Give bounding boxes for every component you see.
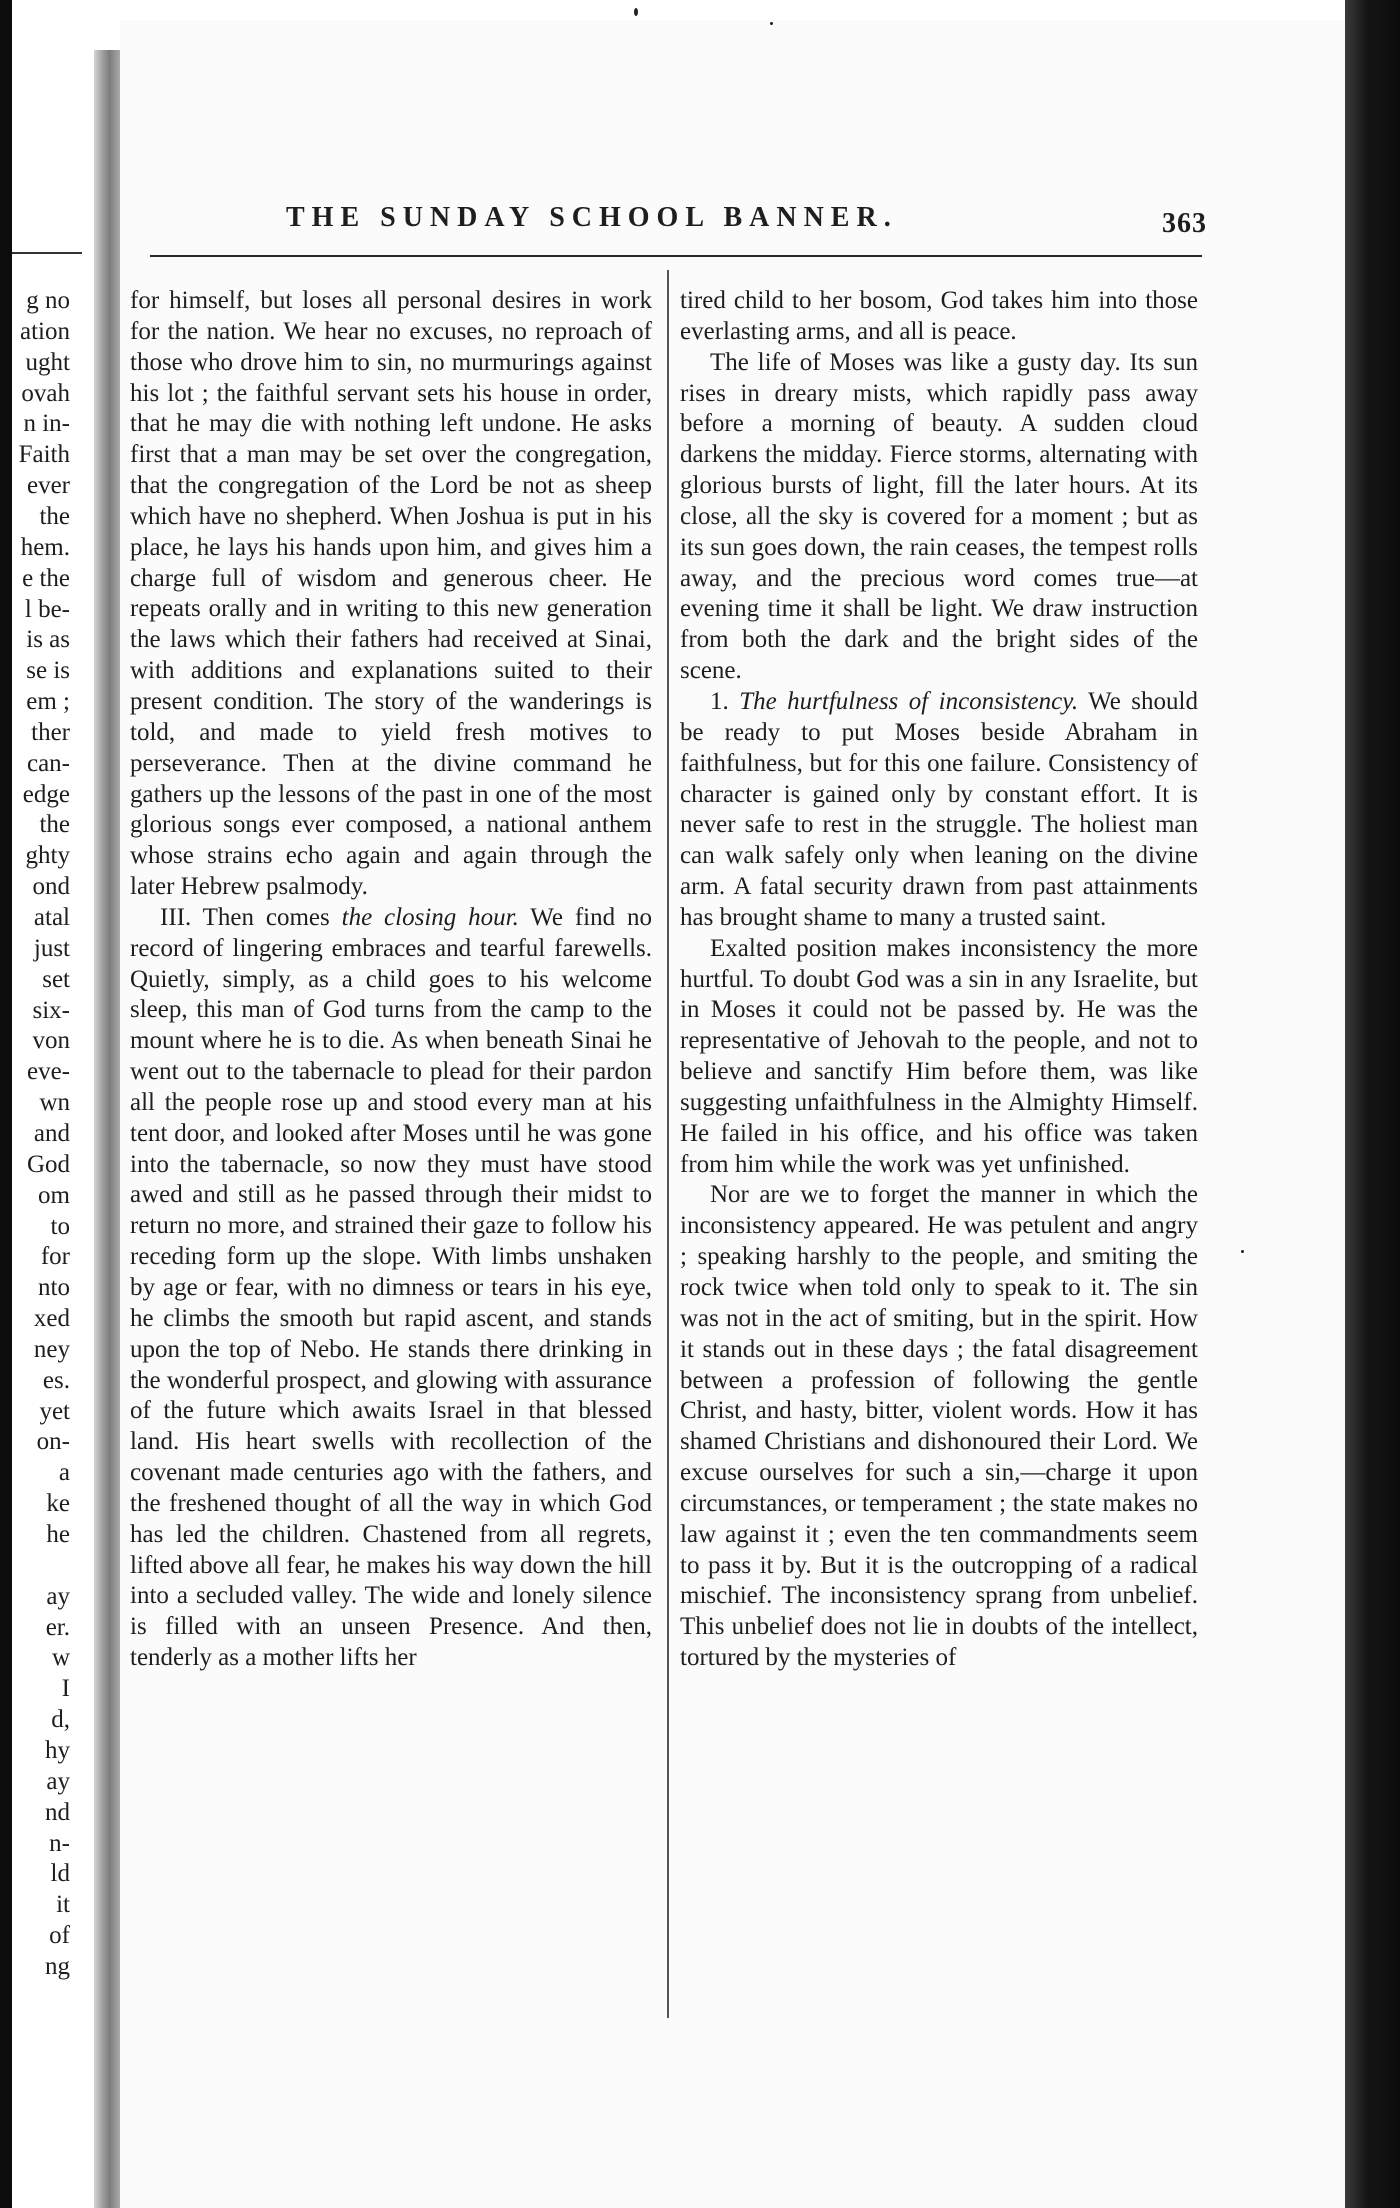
previous-page-text-fragment: d, — [51, 1706, 70, 1734]
previous-page-text-fragment: em ; — [26, 688, 70, 716]
previous-page-text-fragment: ney — [33, 1335, 70, 1363]
paragraph — [680, 687, 1198, 934]
previous-page-text-fragment: six- — [32, 996, 70, 1024]
previous-page-text-fragment: he — [46, 1521, 70, 1548]
previous-page-text-fragment: ghty — [25, 842, 70, 870]
previous-page-text-fragment: g no — [26, 287, 70, 314]
previous-page-text-fragment: is as — [26, 626, 70, 654]
scan-left-edge — [0, 0, 12, 2208]
right-column — [680, 286, 1198, 1674]
section-number-lead: III. Then comes — [160, 903, 342, 931]
previous-page-text-fragment: ay — [46, 1767, 70, 1795]
previous-page-text-fragment: es. — [42, 1366, 70, 1394]
previous-page-text-fragment: wn — [39, 1089, 70, 1117]
section-heading: The hurtfulness of inconsistency. — [739, 687, 1079, 715]
previous-page-text-fragment: yet — [39, 1397, 70, 1425]
previous-page-rule — [12, 252, 82, 254]
paragraph: Exalted position makes inconsistency the more hurtful. To doubt God was a sin in any Israelite, but in Moses it could not be passed by. He was the representative of Jehovah to the people, and not to believe and sanctify Him before them, was like suggesting unfaithfulness in the Almighty Himself. He failed in his office, and his office was taken from him while the work was yet unfinished. — [680, 934, 1198, 1178]
page-number: 363 — [1162, 208, 1207, 239]
previous-page-text-fragment: n in- — [23, 410, 70, 438]
previous-page-text-fragment: it — [56, 1891, 70, 1919]
paragraph: The life of Moses was like a gusty day. Its sun rises in dreary mists, which rapidly pass away before a morning of beauty. A sudden cloud darkens the midday. Fierce storms, alternating with glorious bursts of light, fill the later hours. At its close, all the sky is covered for a moment ; but as its sun goes down, the rain ceases, the tempest rolls away, and the precious word comes true—at evening time it shall be light. We draw instruction from both the dark and the bright sides of the scene. — [680, 348, 1198, 685]
previous-page-sliver — [12, 0, 94, 2208]
previous-page-text-fragment: l be- — [24, 595, 70, 623]
dust-speck — [634, 8, 638, 16]
previous-page-text-fragment: God — [26, 1150, 70, 1178]
previous-page-text-fragment: e the — [22, 564, 70, 592]
previous-page-text-fragment: von — [32, 1027, 70, 1055]
header-rule — [150, 255, 1202, 257]
previous-page-text-fragment: er. — [45, 1613, 70, 1641]
previous-page-text-fragment: edge — [22, 780, 70, 808]
previous-page-text-fragment: just — [33, 934, 70, 962]
previous-page-text-fragment: eve- — [26, 1058, 70, 1086]
paragraph: Nor are we to forget the manner in which the inconsistency appeared. He was petulent and angry ; speaking harshly to the people, and smiting the rock twice when told only to speak to it. The sin was not in the act of smiting, but in the spirit. How it stands out in these days ; the fatal disagreement between a profession of following the gentle Christ, and hasty, bitter, violent words. How it has shamed Christians and dishonoured their Lord. We excuse ourselves for such a sin,—charge it upon circumstances, or temperament ; the state makes no law against it ; even the ten commandments seem to pass it by. But it is the outcropping of a radical mischief. The inconsistency sprang from unbelief. This unbelief does not lie in doubts of the intellect, tortured by the mysteries of — [680, 1181, 1198, 1672]
previous-page-text-fragment: ovah — [21, 379, 70, 407]
dust-speck — [1241, 1250, 1244, 1253]
previous-page-text-fragment: nd — [45, 1798, 70, 1826]
scan-right-edge — [1345, 0, 1400, 2208]
column-divider — [667, 270, 669, 2018]
previous-page-text-fragment: a — [58, 1459, 70, 1487]
previous-page-text-fragment: the — [39, 502, 70, 530]
previous-page-text-fragment: xed — [33, 1305, 70, 1333]
previous-page-text-fragment: ever — [26, 472, 70, 500]
previous-page-text-fragment: set — [42, 965, 70, 993]
previous-page-text-fragment: can- — [26, 749, 70, 777]
book-gutter — [94, 50, 120, 2208]
section-heading: the closing hour. — [341, 903, 519, 931]
section-number-lead: 1. — [710, 687, 740, 715]
dust-speck — [770, 22, 773, 25]
previous-page-text-fragment: Faith — [18, 441, 70, 469]
paragraph-text: We should be ready to put Moses beside Abraham in faithfulness, but for this one failure. Consistency of character is gained only by constant effort. It is never safe to rest in the struggle. The holiest man can walk safely only when leaning on the divine arm. A fatal security drawn from past attainments has brought shame to many a trusted saint. — [680, 687, 1198, 931]
previous-page-text-fragment: ng — [45, 1952, 70, 1980]
previous-page-text-fragment: n- — [49, 1829, 70, 1857]
previous-page-text-fragment: the — [39, 811, 70, 839]
previous-page-text-fragment: ught — [25, 348, 70, 376]
previous-page-text-fragment: nto — [38, 1274, 70, 1302]
previous-page-text-fragment: and — [33, 1119, 70, 1147]
previous-page-text-fragment: for — [40, 1243, 70, 1271]
previous-page-text-fragment: om — [38, 1181, 70, 1209]
previous-page-text-fragment: ke — [46, 1490, 70, 1518]
previous-page-text-fragment: w — [51, 1644, 70, 1672]
previous-page-text-fragment: on- — [36, 1428, 70, 1456]
previous-page-text-fragment: to — [50, 1212, 70, 1240]
paragraph: tired child to her bosom, God takes him into those everlasting arms, and all is peace. — [680, 287, 1198, 345]
paragraph: for himself, but loses all personal desires in work for the nation. We hear no excuses, no reproach of those who drove him to sin, no murmurings against his lot ; the faithful servant sets his house in order, that he may die with nothing left undone. He asks first that a man may be set over the congregation, that the congregation of the Lord be not as sheep which have no shepherd. When Joshua is put in his place, he lays his hands upon him, and gives him a charge full of wisdom and generous cheer. He repeats orally and in writing to this new generation the laws which their fathers had received at Sinai, with additions and explanations suited to their present condition. The story of the wanderings is told, and made to yield fresh motives to perseverance. Then at the divine command he gathers up the lessons of the past in one of the most glorious songs ever composed, a national anthem whose strains echo again and again through the later Hebrew psalmody. — [130, 287, 652, 901]
paragraph — [130, 903, 652, 1674]
previous-page-text-fragment: atal — [33, 904, 70, 931]
previous-page-text-fragment: hem. — [20, 533, 70, 561]
previous-page-text-fragment: ation — [20, 317, 70, 345]
previous-page-text-fragment: hy — [45, 1736, 70, 1764]
previous-page-text-fragment: se is — [26, 657, 70, 685]
previous-page-text-fragment: ld — [50, 1860, 70, 1888]
paragraph-text: We find no record of lingering embraces and tearful farewells. Quietly, simply, as a child goes to his welcome sleep, this man of God turns from the camp to the mount where he is to die. As when beneath Sinai he went out to the tabernacle to plead for their pardon all the people rose up and stood every man at his tent door, and looked after Moses until he was gone into the tabernacle, so now they must have stood awed and still as he passed through their midst to return no more, and strained their gaze to follow his receding form up the slope. With limbs unshaken by age or fear, with no dimness or tears in his eye, he climbs the smooth but rapid ascent, and stands upon the top of Nebo. He stands there drinking in the wonderful prospect, and glowing with assurance of the future which awaits Israel in that blessed land. His heart swells with recollection of the covenant made centuries ago with the fathers, and the freshened thought of all the way in which God has led the children. Chastened from all regrets, lifted above all fear, he makes his way down the hill into a secluded valley. The wide and lonely silence is filled with an unseen Presence. And then, tenderly as a mother lifts her — [130, 903, 652, 1672]
previous-page-text-fragment: ond — [32, 873, 70, 901]
previous-page-text-fragment: I — [61, 1675, 70, 1703]
previous-page-text-fragment: ay — [46, 1582, 70, 1610]
previous-page-text-fragment: of — [49, 1922, 70, 1950]
running-head-title: THE SUNDAY SCHOOL BANNER. — [286, 202, 898, 233]
previous-page-text-fragment: ther — [31, 718, 70, 746]
left-column — [130, 286, 652, 1674]
